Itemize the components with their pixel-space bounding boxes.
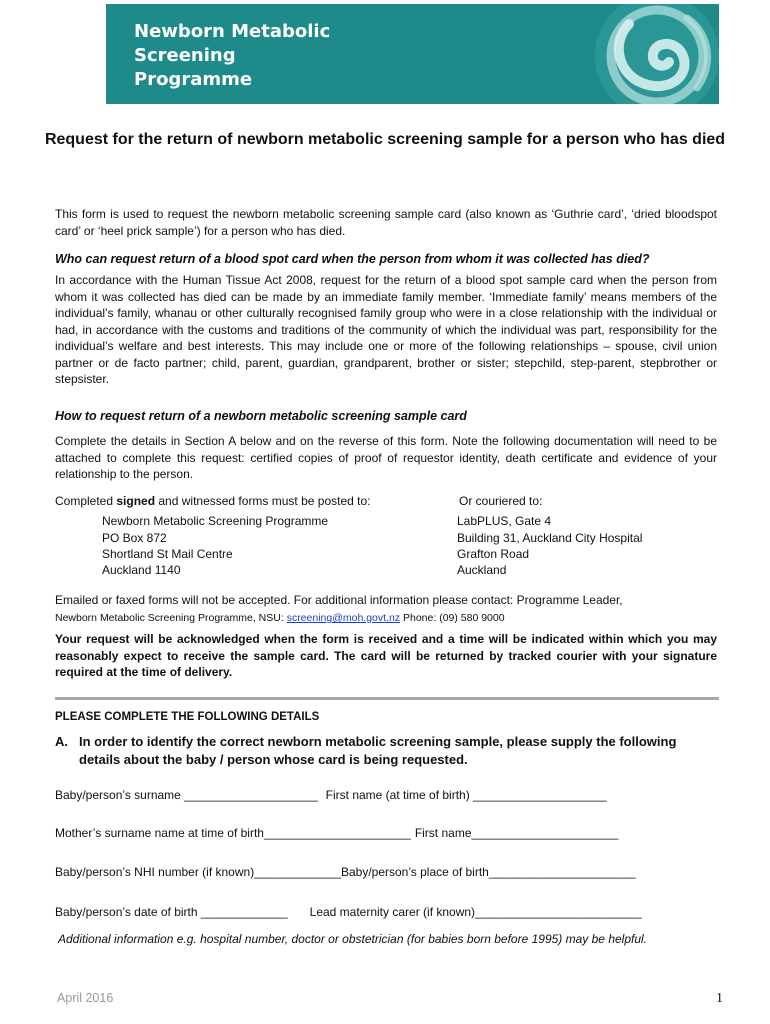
section-a-text: In order to identify the correct newborn metabolic screening sample, please supply the following details about the baby / person whose card is being requested. [79, 734, 677, 767]
email-link[interactable]: screening@moh.govt.nz [286, 612, 401, 624]
footer-date: April 2016 [57, 991, 114, 1005]
postal-intro-signed: signed [116, 494, 156, 508]
programme-name-line: Newborn Metabolic [134, 21, 331, 42]
programme-name-line: Programme [134, 69, 253, 90]
programme-name-line: Screening [134, 45, 236, 66]
date-of-birth-field-row[interactable] [55, 905, 642, 919]
postal-address-line: PO Box 872 [102, 530, 167, 545]
programme-banner [106, 4, 719, 104]
field-label: Baby/person’s surname ____________________ [55, 788, 318, 802]
please-complete-heading: PLEASE COMPLETE THE FOLLOWING DETAILS [55, 711, 320, 723]
postal-address-line: Shortland St Mail Centre [102, 546, 233, 561]
postal-intro [55, 493, 371, 509]
how-to-request-body: Complete the details in Section A below and on the reverse of this form. Note the following documentation will need to be attached to complete this request: certified copies of proof of requestor identity, death certificate and evidence of your relationship to the person. [55, 434, 717, 481]
postal-address-line: Auckland 1140 [102, 563, 181, 578]
who-can-request-body: In accordance with the Human Tissue Act 2008, request for the return of a blood spot sample card when the person from whom it was collected has died can be made by an immediate family member. ‘Immediate family’ means members of the individual’s family, whanau or other culturally recognised family group who were in a close relationship with the individual or had, in accordance with the customs and traditions of the community of which the individual was part, responsibility for the individual’s welfare and best interests. This may include one or more of the following relationships – spouse, civil union partner or de facto partner; child, parent, guardian, grandparent, brother or sister; stepchild, step-parent, stepbrother or stepsister. [55, 273, 717, 386]
mother-surname-field-row[interactable] [55, 826, 618, 840]
additional-information-note: Additional information e.g. hospital number, doctor or obstetrician (for babies born before 1995) may be helpful. [58, 932, 648, 946]
field-label: Baby/person’s place of birth______________________ [340, 865, 636, 879]
courier-address-line: Auckland [457, 563, 507, 578]
section-divider [55, 697, 719, 700]
phone-number: Phone: (09) 580 9000 [400, 612, 505, 624]
section-letter: A. [55, 734, 68, 749]
courier-address-block [457, 493, 642, 578]
contact-prefix: Newborn Metabolic Screening Programme, NSU: [55, 612, 287, 624]
postal-address-line: Newborn Metabolic Screening Programme [102, 514, 329, 529]
document-title: Request for the return of newborn metabolic screening sample for a person who has died [44, 131, 726, 148]
who-can-request-heading: Who can request return of a blood spot card when the person from whom it was collected has died? [55, 252, 650, 266]
surname-field-row[interactable] [55, 788, 607, 802]
section-a-heading [55, 733, 719, 769]
courier-address-line: Grafton Road [457, 546, 530, 561]
swirl-logo-icon [569, 4, 719, 104]
courier-intro: Or couriered to: [459, 494, 543, 508]
field-label: Mother’s surname name at time of birth______________________ [55, 826, 411, 840]
acknowledgement-paragraph: Your request will be acknowledged when the form is received and a time will be indicated within which you may reasonably expect to receive the sample card. The card will be returned by tracked courier with your signature required at the time of delivery. [55, 632, 717, 679]
how-to-request-heading: How to request return of a newborn metabolic screening sample card [55, 409, 467, 423]
contact-info-line: Emailed or faxed forms will not be accepted. For additional information please contact: Programme Leader, [55, 593, 623, 607]
page-number: 1 [716, 991, 723, 1006]
field-label: First name (at time of birth) ____________________ [325, 788, 607, 802]
nhi-field-row[interactable] [55, 865, 636, 879]
field-label: Baby/person’s NHI number (if known)_____________ [55, 865, 341, 879]
field-label: First name______________________ [414, 826, 619, 840]
courier-address-line: LabPLUS, Gate 4 [457, 514, 552, 529]
programme-name [134, 20, 330, 92]
postal-intro-text: Completed [55, 494, 117, 508]
contact-details [55, 610, 717, 627]
intro-paragraph: This form is used to request the newborn metabolic screening sample card (also known as ‘Guthrie card’, ‘dried bloodspot card’ or ‘heel prick sample’) for a person who has died. [55, 207, 717, 238]
postal-address-block [55, 493, 371, 578]
field-label: Lead maternity carer (if known)_________________________ [309, 905, 642, 919]
courier-address-line: Building 31, Auckland City Hospital [457, 530, 643, 545]
field-label: Baby/person’s date of birth _____________ [55, 905, 288, 919]
postal-intro-text: and witnessed forms must be posted to: [155, 494, 371, 508]
